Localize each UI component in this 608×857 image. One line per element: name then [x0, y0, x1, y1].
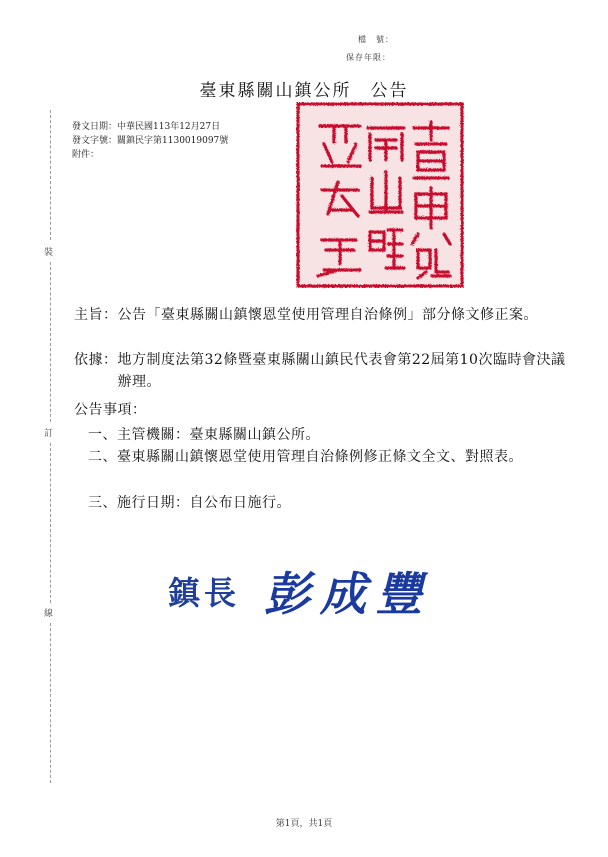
issue-date-label: 發文日期： — [72, 122, 118, 132]
list-item — [88, 424, 568, 446]
attachment-label: 附件： — [72, 150, 100, 160]
list-item — [88, 492, 568, 514]
doc-number-row — [72, 134, 228, 148]
basis-paragraph — [74, 349, 574, 393]
item-text: 施行日期：自公布日施行。 — [117, 495, 291, 511]
item-number: 三、 — [88, 495, 117, 511]
binding-line-bottom — [50, 623, 51, 783]
binding-mark-2: 訂 — [44, 429, 54, 439]
signature-title: 鎮長 — [168, 574, 241, 612]
subject-text: 公告「臺東縣關山鎮懷恩堂使用管理自治條例」部分條文修正案。 — [117, 307, 538, 323]
page-number: 第1頁，共1頁 — [275, 819, 333, 829]
binding-mark-3: 線 — [44, 609, 54, 619]
subject-label: 主旨： — [74, 307, 118, 323]
official-seal — [294, 100, 466, 290]
item-number: 二、 — [88, 449, 117, 465]
binding-line-middle — [50, 262, 51, 422]
binding-line-lower — [50, 443, 51, 603]
item-text: 主管機關：臺東縣關山鎮公所。 — [117, 427, 320, 443]
retention-label: 保存年限： — [346, 53, 391, 62]
binding-line-top — [50, 110, 51, 240]
items-heading: 公告事項： — [74, 402, 147, 418]
attachment-row — [72, 148, 99, 162]
doc-number: 關鎮民字第1130019097號 — [117, 136, 229, 146]
item-number: 一、 — [88, 427, 117, 443]
basis-text: 地方制度法第32條暨臺東縣關山鎮民代表會第22屆第10次臨時會決議辦理。 — [117, 352, 566, 390]
basis-label: 依據： — [74, 352, 118, 368]
binding-mark-1: 裝 — [44, 248, 54, 258]
list-item — [88, 446, 568, 468]
issue-date: 中華民國113年12月27日 — [117, 122, 221, 132]
doc-number-label: 發文字號： — [72, 136, 118, 146]
document-title: 臺東縣關山鎮公所 公告 — [199, 81, 409, 101]
subject-paragraph — [74, 304, 574, 326]
item-text: 臺東縣關山鎮懷恩堂使用管理自治條例修正條文全文、對照表。 — [117, 449, 523, 465]
signature-name: 彭成豐 — [264, 567, 432, 621]
issue-date-row — [72, 120, 220, 134]
archive-number-label: 檔 號： — [358, 35, 394, 44]
